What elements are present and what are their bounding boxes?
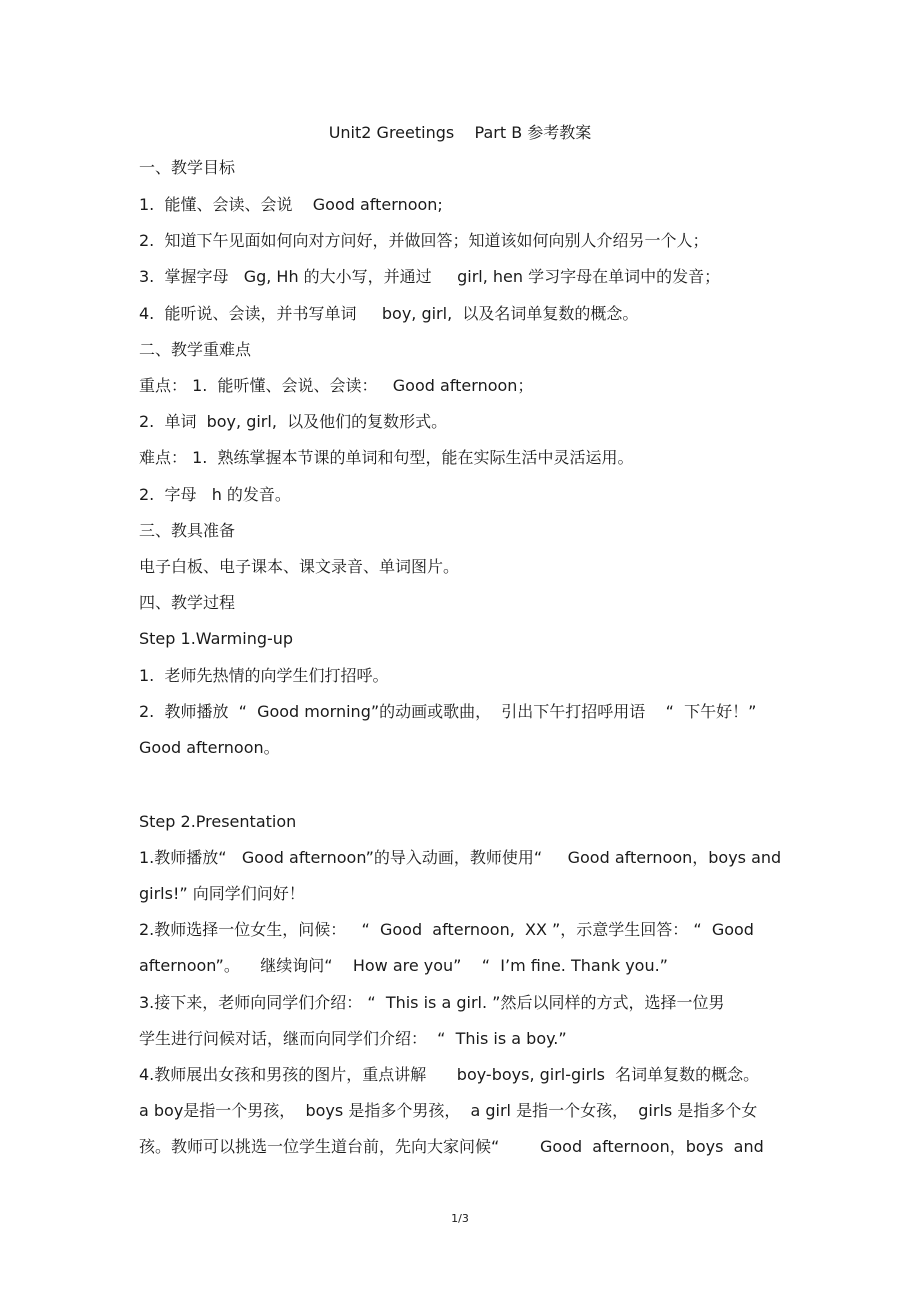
step1-line-2: 2. 教师播放 “ Good morning”的动画或歌曲， 引出下午打招呼用语 “ 下午好！” [139,702,757,721]
step1-line-1: 1. 老师先热情的向学生们打招呼。 [139,666,389,685]
step2-line-9: 孩。教师可以挑选一位学生道台前，先向大家问候“ Good afternoon，boys and [139,1137,764,1156]
page-number: 1/3 [451,1212,469,1225]
key-point-item-1: 重点： 1. 能听懂、会说、会读： Good afternoon； [139,376,534,395]
step2-line-2: girls!” 向同学们问好！ [139,884,305,903]
section-heading-materials: 三、教具准备 [139,521,236,540]
objective-item-1: 1. 能懂、会读、会说 Good afternoon; [139,195,443,214]
key-point-item-2: 2. 单词 boy, girl, 以及他们的复数形式。 [139,412,448,431]
section-heading-key-points: 二、教学重难点 [139,340,252,359]
step2-line-8: a boy是指一个男孩， boys 是指多个男孩， a girl 是指一个女孩， girls 是指多个女 [139,1101,758,1120]
difficulty-item-1: 难点： 1. 熟练掌握本节课的单词和句型，能在实际生活中灵活运用。 [139,448,634,467]
step2-line-6: 学生进行问候对话，继而向同学们介绍： “ This is a boy.” [139,1029,567,1048]
step1-line-3: Good afternoon。 [139,738,280,757]
section-heading-process: 四、教学过程 [139,593,236,612]
objective-item-2: 2. 知道下午见面如何向对方问好，并做回答；知道该如何向别人介绍另一个人； [139,231,709,250]
step2-line-5: 3.接下来，老师向同学们介绍： “ This is a girl. ”然后以同样的方式，选择一位男 [139,993,725,1012]
step2-line-3: 2.教师选择一位女生，问候： “ Good afternoon, XX ”，示意学生回答： “ Good [139,920,754,939]
step2-line-4: afternoon”。 继续询问“ How are you” “ I’m fine. Thank you.” [139,956,668,975]
step2-line-1: 1.教师播放“ Good afternoon”的导入动画，教师使用“ Good afternoon，boys and [139,848,782,867]
difficulty-item-2: 2. 字母 h 的发音。 [139,485,291,504]
step2-title: Step 2.Presentation [139,812,297,831]
step1-title: Step 1.Warming-up [139,629,294,648]
document-title: Unit2 Greetings Part B 参考教案 [328,123,592,142]
objective-item-3: 3. 掌握字母 Gg, Hh 的大小写，并通过 girl, hen 学习字母在单词中的发音； [139,267,721,286]
objective-item-4: 4. 能听说、会读，并书写单词 boy, girl, 以及名词单复数的概念。 [139,304,639,323]
materials-text: 电子白板、电子课本、课文录音、单词图片。 [139,557,460,576]
step2-line-7: 4.教师展出女孩和男孩的图片，重点讲解 boy-boys, girl-girls 名词单复数的概念。 [139,1065,760,1084]
section-heading-objectives: 一、教学目标 [139,158,236,177]
